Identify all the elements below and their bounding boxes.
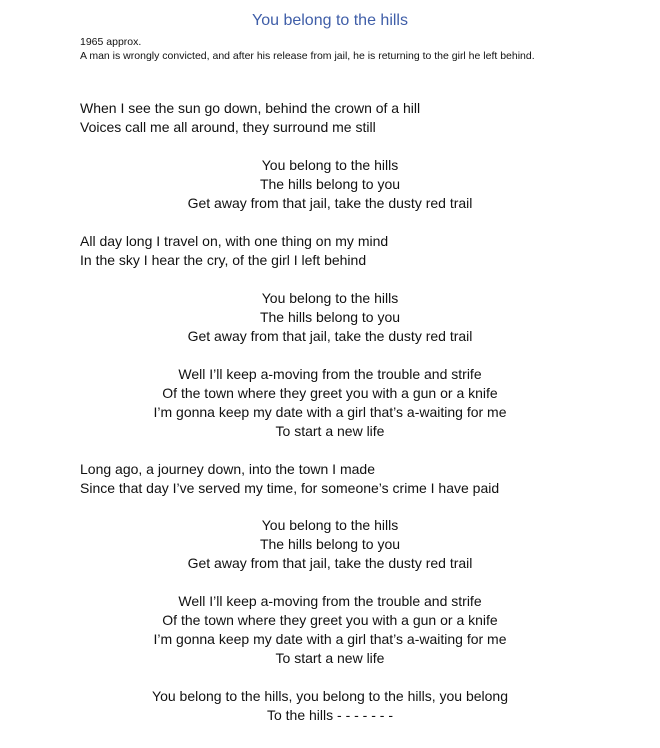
chorus-line: Get away from that jail, take the dusty red trail (187, 555, 473, 571)
bridge-line: Of the town where they greet you with a gun or a knife (162, 612, 498, 628)
lyric-line: In the sky I hear the cry, of the girl I left behind (80, 252, 367, 268)
chorus-line: You belong to the hills (261, 290, 399, 306)
date-note: 1965 approx. (80, 36, 142, 48)
lyric-line: When I see the sun go down, behind the crown of a hill (80, 100, 421, 116)
chorus-line: The hills belong to you (259, 536, 401, 552)
synopsis-note: A man is wrongly convicted, and after his release from jail, he is returning to the girl he left behind. (80, 50, 535, 62)
chorus-line: You belong to the hills (261, 157, 399, 173)
bridge-line: To start a new life (275, 650, 385, 666)
lyric-line: Long ago, a journey down, into the town I made (80, 461, 375, 477)
chorus-line: The hills belong to you (259, 176, 401, 192)
lyric-line: Voices call me all around, they surround me still (80, 119, 376, 135)
ending-line: To the hills - - - - - - - (266, 707, 393, 723)
bridge-line: Well I’ll keep a-moving from the trouble and strife (178, 366, 482, 382)
bridge-line: To start a new life (275, 423, 385, 439)
ending-line: You belong to the hills, you belong to the hills, you belong (152, 688, 508, 704)
bridge-line: I’m gonna keep my date with a girl that’s a-waiting for me (153, 404, 507, 420)
bridge-line: Of the town where they greet you with a gun or a knife (162, 385, 498, 401)
bridge-line: I’m gonna keep my date with a girl that’s a-waiting for me (153, 631, 507, 647)
bridge-line: Well I’ll keep a-moving from the trouble and strife (178, 593, 482, 609)
chorus-line: The hills belong to you (259, 309, 401, 325)
chorus-line: Get away from that jail, take the dusty red trail (187, 328, 473, 344)
chorus-line: Get away from that jail, take the dusty red trail (187, 195, 473, 211)
chorus-line: You belong to the hills (261, 517, 399, 533)
lyric-line: All day long I travel on, with one thing on my mind (80, 233, 389, 249)
lyric-line: Since that day I’ve served my time, for someone’s crime I have paid (80, 480, 500, 496)
page-title: You belong to the hills (252, 12, 408, 29)
